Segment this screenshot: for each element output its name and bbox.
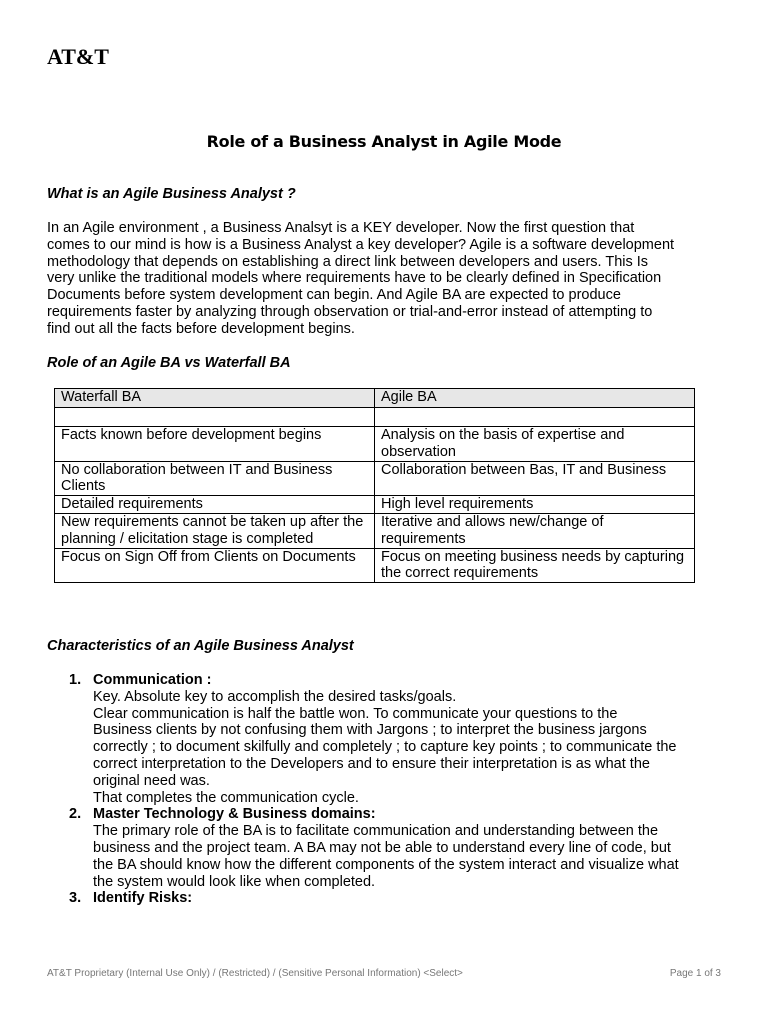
company-header: AT&T (47, 44, 109, 69)
page-number: Page 1 of 3 (669, 968, 721, 979)
comparison-table (54, 388, 695, 583)
table-row (55, 408, 695, 427)
table-row (55, 496, 695, 514)
table-cell: Focus on Sign Off from Clients on Documents (55, 548, 375, 583)
list-item (47, 806, 737, 890)
list-item (47, 890, 737, 907)
characteristics-list (47, 672, 737, 907)
table-header-row (55, 389, 695, 408)
list-item-title: Identify Risks: (93, 890, 193, 907)
footer-classification: AT&T Proprietary (Internal Use Only) / (Restricted) / (Sensitive Personal Information) <Select> (47, 968, 463, 979)
table-header-cell: Agile BA (375, 389, 695, 408)
section-heading-characteristics: Characteristics of an Agile Business Analyst (47, 638, 354, 654)
table-row (55, 427, 695, 462)
table-cell: Iterative and allows new/change of requirements (375, 513, 695, 548)
list-item-number: 3. (69, 890, 82, 907)
table-cell: Facts known before development begins (55, 427, 375, 462)
table-cell: No collaboration between IT and Business Clients (55, 461, 375, 496)
table-row (55, 461, 695, 496)
table-cell: Analysis on the basis of expertise and observation (375, 427, 695, 462)
table-cell (55, 408, 375, 427)
table-row (55, 548, 695, 583)
table-header-cell: Waterfall BA (55, 389, 375, 408)
list-item-title: Communication : (93, 672, 212, 688)
list-item (47, 672, 737, 806)
table-cell: Collaboration between Bas, IT and Business (375, 461, 695, 496)
page-footer (47, 968, 721, 979)
list-item-number: 1. (69, 672, 82, 688)
list-item-body: The primary role of the BA is to facilitate communication and understanding between the business and the project team. A BA may not be able to understand every line of code, but the BA should know how the different components of the system interact and visualize what the system would look like when completed. (93, 823, 679, 890)
table-row (55, 513, 695, 548)
table-cell: Detailed requirements (55, 496, 375, 514)
document-title: Role of a Business Analyst in Agile Mode (206, 132, 562, 151)
table-cell: High level requirements (375, 496, 695, 514)
list-item-title: Master Technology & Business domains: (93, 806, 376, 823)
table-cell: Focus on meeting business needs by capturing the correct requirements (375, 548, 695, 583)
table-cell (375, 408, 695, 427)
intro-paragraph: In an Agile environment , a Business Analsyt is a KEY developer. Now the first question that comes to our mind is how is a Business Analyst a key developer? Agile is a software development methodology that depends on establishing a direct link between developers and users. This Is very unlike the traditional models where requirements have to be clearly defined in Specification Documents before system development can begin. And Agile BA are expected to produce requirements faster by analyzing through observation or trial-and-error instead of attempting to find out all the facts before development begins. (47, 220, 675, 337)
section-heading-role: Role of an Agile BA vs Waterfall BA (47, 355, 291, 371)
list-item-body: Key. Absolute key to accomplish the desired tasks/goals. Clear communication is half the battle won. To communicate your questions to the Business clients by not confusing them with Jargons ; to interpret the business jargons correctly ; to document skilfully and completely ; to capture key points ; to communicate the correct interpretation to the Developers and to ensure their interpretation is as what the original need was. That completes the communication cycle. (93, 688, 677, 806)
table-cell: New requirements cannot be taken up after the planning / elicitation stage is completed (55, 513, 375, 548)
list-item-number: 2. (69, 806, 82, 823)
section-heading-what-is: What is an Agile Business Analyst ? (47, 186, 296, 202)
